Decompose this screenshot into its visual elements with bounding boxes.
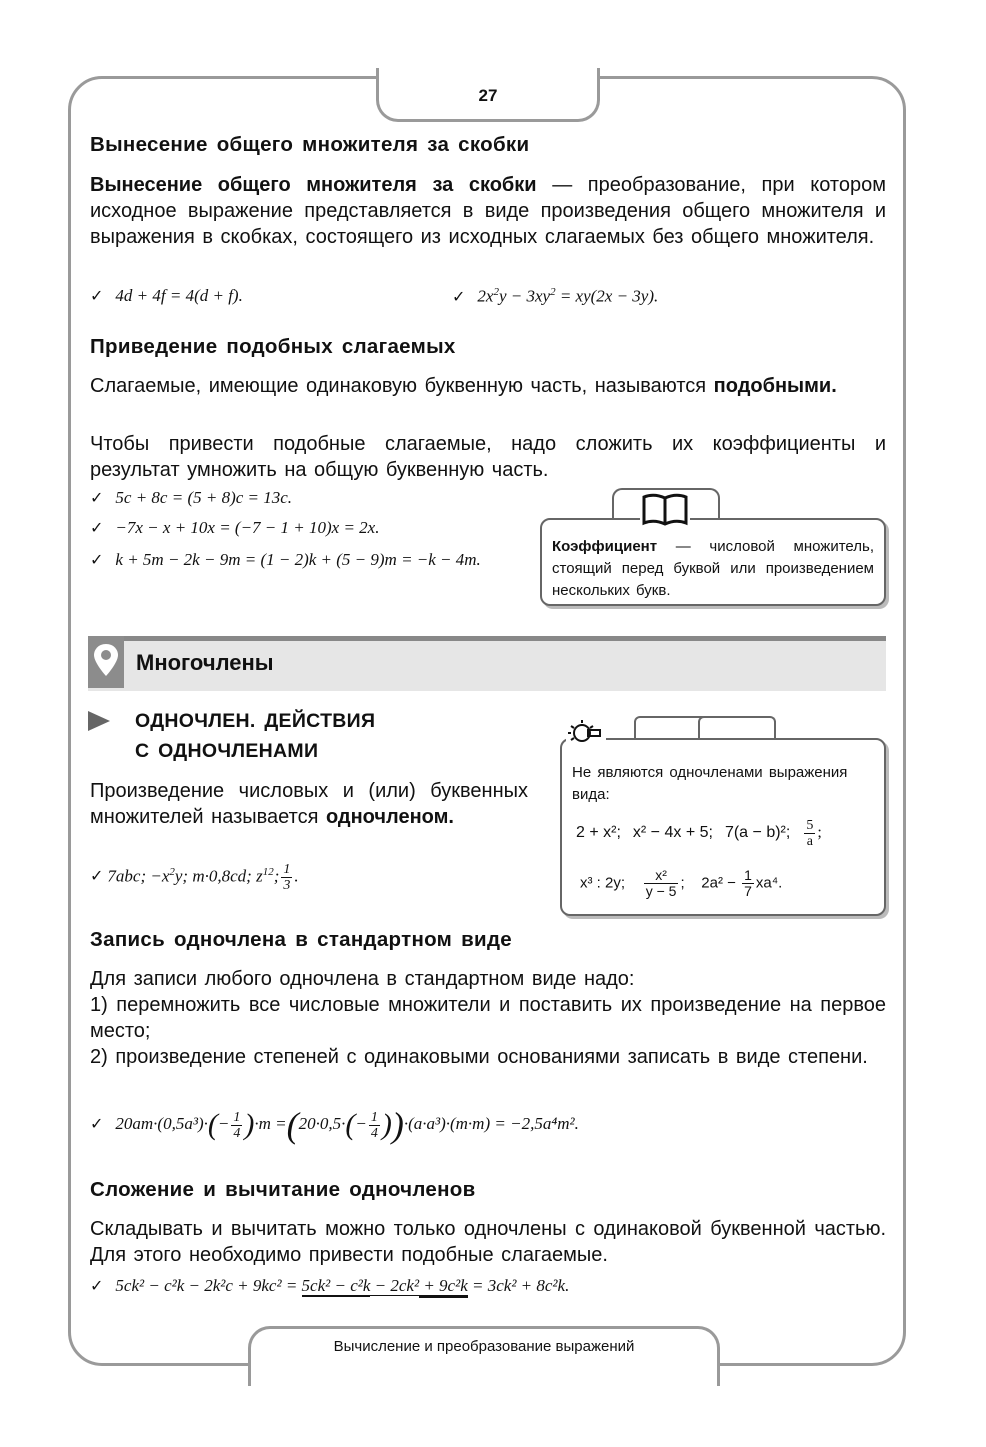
numerator: x² bbox=[644, 868, 679, 884]
example-like-terms-3 bbox=[90, 550, 481, 570]
example-text: = 3ck² + 8c²k. bbox=[467, 1276, 570, 1295]
example-text: 20·0,5· bbox=[298, 1113, 346, 1133]
note-coefficient-text bbox=[552, 536, 874, 602]
underlined-term: + 9c²k bbox=[419, 1276, 468, 1298]
numerator: 1 bbox=[370, 1109, 378, 1125]
example-text: y; m·0,8cd; z bbox=[174, 866, 263, 886]
fraction bbox=[231, 1110, 242, 1141]
denominator: a bbox=[806, 834, 813, 849]
section-heading-factoring: Вынесение общего множителя за скобки bbox=[90, 133, 530, 156]
example-like-terms-1 bbox=[90, 488, 292, 508]
location-pin-icon bbox=[88, 636, 124, 688]
monomial-term: одночленом. bbox=[325, 806, 454, 828]
example-text: −7x − x + 10x = (−7 − 1 + 10)x = 2x. bbox=[115, 518, 380, 537]
example-monomials bbox=[90, 862, 299, 893]
exponent: 2 bbox=[550, 286, 556, 298]
denominator: 3 bbox=[283, 878, 291, 893]
example-like-terms-2 bbox=[90, 518, 379, 538]
check-icon: ✓ bbox=[90, 1113, 104, 1133]
numerator: 1 bbox=[744, 867, 752, 883]
fraction bbox=[742, 868, 754, 899]
check-icon: ✓ bbox=[90, 488, 104, 507]
denominator: 4 bbox=[233, 1125, 241, 1141]
example-standard-form: ✓ 20am·(0,5a³)·(− $\frac{1}{4}$ )·m =(20·0,5·(− $\frac{1}{4}$ ))·(a·a³)·(m·m) = −2,5a⁴m². bbox=[90, 1105, 579, 1145]
fraction bbox=[369, 1110, 380, 1141]
example-factoring-1 bbox=[90, 286, 243, 306]
standard-form-step-2: 2) произведение степеней с одинаковыми основаниями записать в виде степени. bbox=[90, 1046, 868, 1068]
note-coefficient bbox=[540, 518, 886, 606]
section-heading-like-terms: Приведение подобных слагаемых bbox=[90, 335, 456, 358]
note-not-monomials-text: Не являются одночленами выражения вида: bbox=[572, 764, 848, 803]
note-term: Коэффициент bbox=[552, 538, 658, 555]
example-text: 5c + 8c = (5 + 8)c = 13c. bbox=[115, 488, 293, 507]
denominator: 7 bbox=[744, 883, 752, 899]
add-subtract-rule: Складывать и вычитать можно только одночлены с одинаковой буквенной частью. Для этого необходимо привести подобные слагаемые. bbox=[90, 1218, 886, 1266]
note-row-2: x³ : 2y; $\frac{\text{x²}}{y - 5}$ ; 2a² − $\frac{1}{7}$ xa⁴. bbox=[580, 867, 783, 899]
monomial-definition bbox=[90, 778, 528, 830]
note-definition: — числовой множитель, стоящий перед буквой или произведением нескольких букв. bbox=[552, 538, 874, 599]
standard-form-intro: Для записи любого одночлена в стандартном виде надо: bbox=[90, 968, 635, 990]
exponent: 2 bbox=[493, 286, 499, 298]
expression: x³ : 2y; bbox=[580, 874, 626, 892]
example-text: y − 3xy bbox=[498, 286, 551, 306]
page-number: 27 bbox=[478, 86, 498, 105]
example-text: 7abc; −x bbox=[107, 866, 170, 886]
example-text: . bbox=[294, 866, 299, 886]
fraction bbox=[644, 868, 679, 899]
expression: xa⁴. bbox=[755, 874, 783, 892]
example-text: 4d + 4f = 4(d + f). bbox=[115, 286, 243, 305]
example-text: ; bbox=[273, 866, 280, 886]
lightbulb-icon bbox=[566, 718, 606, 746]
exponent: 2 bbox=[169, 865, 175, 878]
book-icon bbox=[640, 491, 690, 527]
section-heading-standard-form: Запись одночлена в стандартном виде bbox=[90, 928, 512, 951]
example-text: 5ck² − c²k − 2k²c + 9kc² = bbox=[115, 1276, 302, 1295]
note-row-1: 2 + x²; x² − 4x + 5; 7(a − b)²; $\frac{5}{a}$ ; bbox=[576, 818, 822, 849]
example-text: ·(a·a³)·(m·m) = −2,5a⁴m². bbox=[403, 1113, 579, 1133]
fraction bbox=[281, 862, 292, 893]
fraction bbox=[804, 818, 815, 849]
numerator: 5 bbox=[806, 818, 814, 833]
section-heading-monomial-1: ОДНОЧЛЕН. ДЕЙСТВИЯ bbox=[135, 710, 376, 732]
underlined-term: − 2ck² bbox=[370, 1276, 420, 1295]
example-text: 20am·(0,5a³)· bbox=[115, 1113, 208, 1133]
monomial-definition-text: Произведение числовых и (или) буквенных множителей называется bbox=[90, 780, 528, 828]
check-icon: ✓ bbox=[90, 1276, 104, 1295]
check-icon: ✓ bbox=[90, 518, 104, 537]
example-text: 2x bbox=[477, 286, 494, 306]
underlined-term: − c²k bbox=[330, 1276, 371, 1295]
like-terms-rule: Чтобы привести подобные слагаемые, надо сложить их коэффициенты и результат умножить на общую буквенную часть. bbox=[90, 433, 886, 481]
standard-form-step-1: 1) перемножить все числовые множители и поставить их произведение на первое место; bbox=[90, 994, 886, 1042]
like-terms-definition bbox=[90, 373, 886, 399]
check-icon: ✓ bbox=[452, 286, 466, 306]
numerator: 1 bbox=[233, 1109, 241, 1125]
section-heading-monomial-2: С ОДНОЧЛЕНАМИ bbox=[135, 740, 319, 762]
example-add-subtract bbox=[90, 1276, 569, 1296]
footer-tab bbox=[248, 1326, 720, 1386]
denominator: y − 5 bbox=[645, 883, 677, 899]
example-text: k + 5m − 2k − 9m = (1 − 2)k + (5 − 9)m = −k − 4m. bbox=[115, 550, 481, 569]
expression: 7(a − b)²; bbox=[724, 824, 791, 842]
note-not-monomials bbox=[560, 738, 886, 916]
example-text: = xy(2x − 3y). bbox=[555, 286, 659, 306]
check-icon: ✓ bbox=[90, 286, 104, 305]
denominator: 4 bbox=[370, 1125, 378, 1141]
expression: 2a² − bbox=[701, 874, 736, 892]
factoring-definition-text: — преобразование, при котором исходное выражение представляется в виде произведения общего множителя и выражения в скобках, состоящего из исходных слагаемых без общего множителя. bbox=[90, 174, 886, 248]
check-icon: ✓ bbox=[90, 550, 104, 569]
arrow-icon bbox=[88, 711, 110, 731]
factoring-term: Вынесение общего множителя за скобки bbox=[90, 174, 537, 196]
example-factoring-2 bbox=[452, 286, 658, 307]
example-text: ·m = bbox=[254, 1113, 287, 1133]
factoring-definition bbox=[90, 172, 886, 250]
exponent: 12 bbox=[262, 865, 274, 878]
section-heading-add-subtract: Сложение и вычитание одночленов bbox=[90, 1178, 476, 1201]
expression: 2 + x²; bbox=[576, 824, 621, 842]
like-terms-term: подобными. bbox=[713, 375, 837, 397]
like-terms-definition-text: Слагаемые, имеющие одинаковую буквенную часть, называются bbox=[90, 375, 714, 397]
footer-title: Вычисление и преобразование выражений bbox=[333, 1338, 635, 1355]
underlined-term: 5ck² bbox=[301, 1276, 331, 1295]
expression: x² − 4x + 5; bbox=[632, 824, 713, 842]
check-icon: ✓ bbox=[90, 866, 104, 886]
numerator: 1 bbox=[283, 862, 291, 877]
chapter-title: Многочлены bbox=[136, 650, 274, 675]
